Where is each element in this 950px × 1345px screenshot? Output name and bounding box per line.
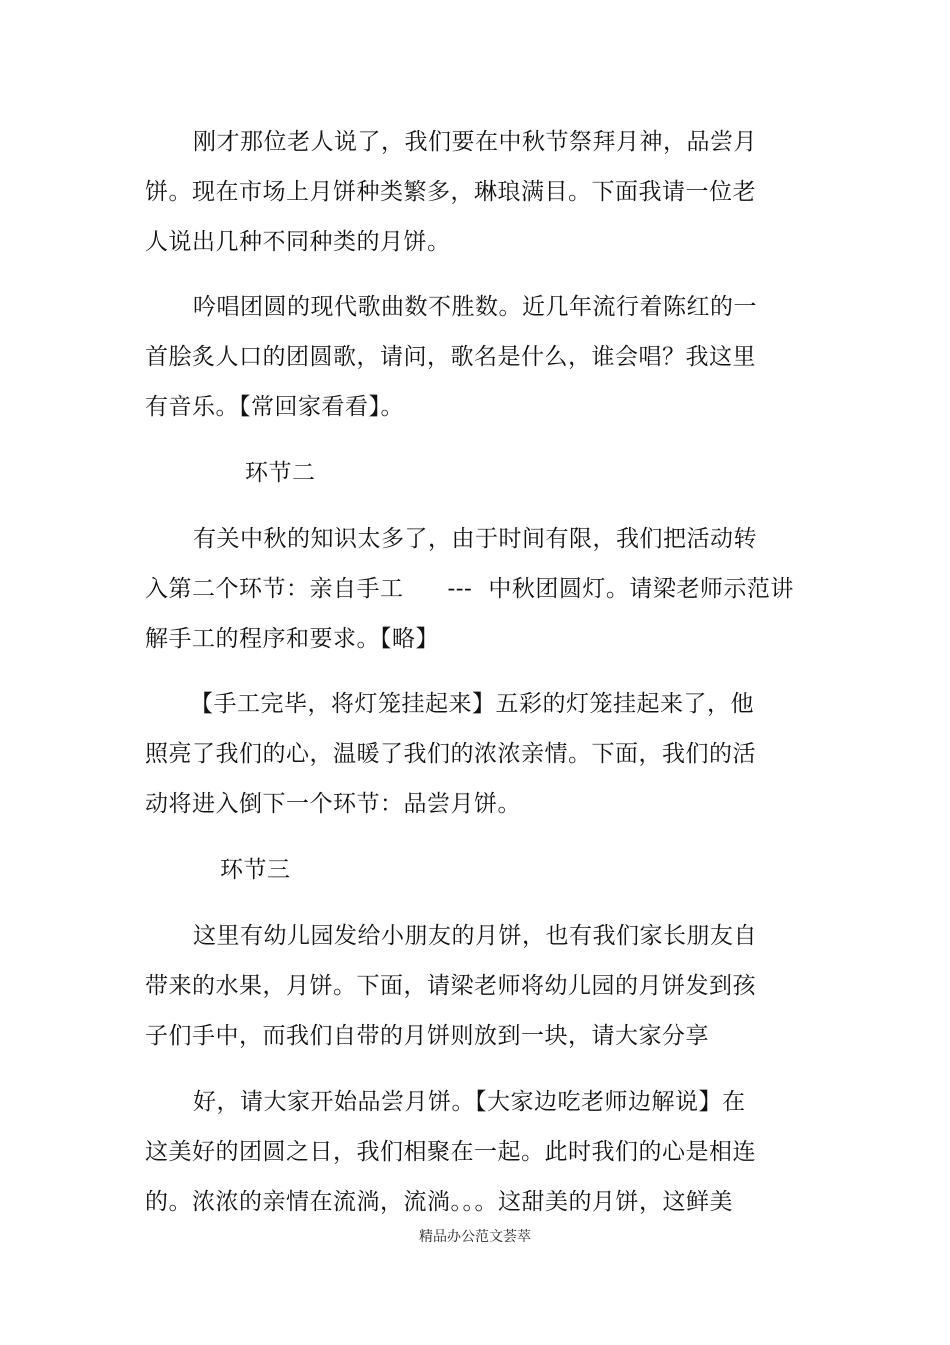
paragraph-3-line-1: 有关中秋的知识太多了，由于时间有限，我们把活动转 bbox=[193, 526, 757, 552]
paragraph-2-line-3: 有音乐。【常回家看看】。 bbox=[145, 394, 404, 420]
paragraph-5-line-1: 这里有幼儿园发给小朋友的月饼，也有我们家长朋友自 bbox=[193, 923, 757, 949]
paragraph-3-line-2 bbox=[145, 574, 794, 604]
paragraph-5-line-3: 子们手中，而我们自带的月饼则放到一块，请大家分享 bbox=[145, 1023, 709, 1049]
section-heading-3: 环节三 bbox=[220, 857, 291, 883]
paragraph-1-line-1: 刚才那位老人说了，我们要在中秋节祭拜月神，品尝月 bbox=[193, 129, 757, 155]
section-heading-2: 环节二 bbox=[245, 460, 316, 486]
paragraph-3-line-3: 解手工的程序和要求。【略】 bbox=[145, 626, 439, 652]
paragraph-4-line-3: 动将进入倒下一个环节：品尝月饼。 bbox=[145, 791, 521, 817]
paragraph-3-line-2-part-b: 中秋团圆灯。请梁老师示范讲 bbox=[488, 576, 794, 602]
paragraph-6-line-2: 这美好的团圆之日，我们相聚在一起。此时我们的心是相连 bbox=[145, 1139, 756, 1165]
paragraph-3-line-2-part-a: 入第二个环节：亲自手工 bbox=[145, 576, 404, 602]
paragraph-3-line-2-dash: --- bbox=[447, 576, 473, 602]
paragraph-6-line-3: 的。浓浓的亲情在流淌，流淌。。。这甜美的月饼，这鲜美 bbox=[145, 1189, 733, 1215]
page-footer: 精品办公范文荟萃 bbox=[419, 1229, 531, 1245]
paragraph-1-line-2: 饼。现在市场上月饼种类繁多，琳琅满目。下面我请一位老 bbox=[145, 179, 756, 205]
paragraph-5-line-2: 带来的水果，月饼。下面，请梁老师将幼儿园的月饼发到孩 bbox=[145, 973, 756, 999]
paragraph-2-line-1: 吟唱团圆的现代歌曲数不胜数。近几年流行着陈红的一 bbox=[193, 294, 757, 320]
paragraph-4-line-2: 照亮了我们的心，温暖了我们的浓浓亲情。下面，我们的活 bbox=[145, 741, 756, 767]
paragraph-2-line-2: 首脍炙人口的团圆歌，请问，歌名是什么，谁会唱？我这里 bbox=[145, 344, 756, 370]
paragraph-4-line-1: 【手工完毕，将灯笼挂起来】五彩的灯笼挂起来了，他 bbox=[190, 691, 754, 717]
paragraph-6-line-1: 好，请大家开始品尝月饼。【大家边吃老师边解说】在 bbox=[193, 1089, 746, 1115]
paragraph-1-line-3: 人说出几种不同种类的月饼。 bbox=[145, 229, 451, 255]
